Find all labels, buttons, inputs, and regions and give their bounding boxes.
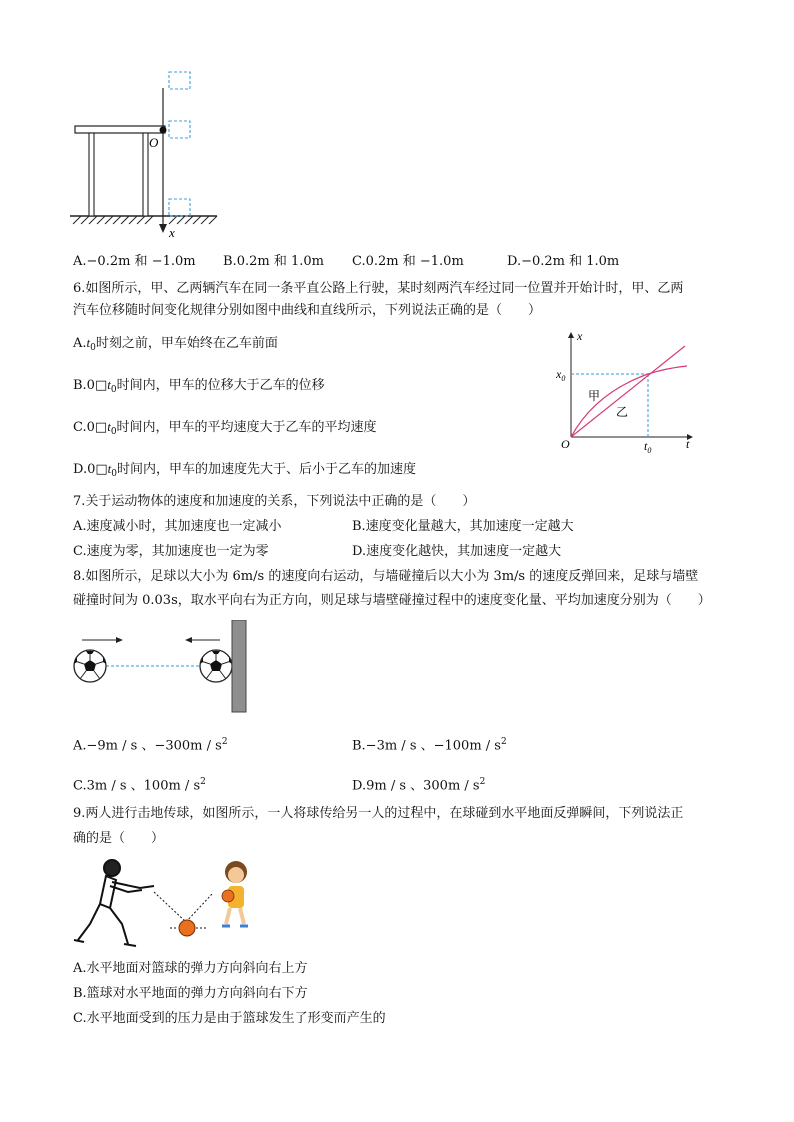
soccer-ball-right bbox=[200, 650, 232, 682]
arrow-right-head bbox=[116, 637, 123, 643]
dashed-box-bottom bbox=[169, 199, 190, 216]
passer-figure bbox=[74, 860, 154, 946]
graph-y-axis-label: x bbox=[577, 329, 583, 343]
dashed-box-top bbox=[169, 72, 190, 89]
q8-option-a[interactable]: A.−9m / s 、$-300m / s^2$ bbox=[73, 737, 228, 754]
arrow-left-head bbox=[185, 637, 192, 643]
q8-option-c[interactable]: C.3m / s 、$100m / s^2$ bbox=[73, 777, 206, 794]
graph-line-label-yi: 乙 bbox=[616, 405, 629, 419]
q8-stem-line1: 8.如图所示，足球以大小为 6m/s 的速度向右运动，与墙碰撞后以大小为 3m/s 的速度反弹回来，足球与墙壁 bbox=[73, 569, 699, 584]
q8-option-b[interactable]: B.−3m / s 、$-100m / s^2$ bbox=[352, 737, 507, 754]
q8-option-d[interactable]: D.9m / s 、$300m / s^2$ bbox=[352, 777, 486, 794]
table-leg-right bbox=[143, 133, 148, 216]
table-top bbox=[75, 126, 165, 133]
graph-t0-label: $t_0$ bbox=[644, 439, 652, 455]
table-leg-left bbox=[89, 133, 94, 216]
wall bbox=[232, 620, 246, 712]
table-axis-figure bbox=[65, 66, 230, 244]
q6-option-b[interactable]: $B.0□t_0$时间内，甲车的位移大于乙车的位移 bbox=[73, 377, 325, 395]
q7-stem: 7.关于运动物体的速度和加速度的关系，下列说法中正确的是（ ） bbox=[73, 494, 476, 509]
q8-soccer-figure bbox=[70, 620, 260, 716]
axis-label-x: x bbox=[169, 225, 175, 240]
q7-option-b[interactable]: B.速度变化量越大，其加速度一定越大 bbox=[352, 519, 574, 534]
q5-option-a[interactable]: A.−0.2m 和 −1.0m bbox=[73, 254, 196, 269]
q8-stem-line2: 碰撞时间为 0.03s，取水平向右为正方向，则足球与墙壁碰撞过程中的速度变化量、平均加速度分别为（ ） bbox=[73, 593, 711, 608]
basketball bbox=[179, 920, 195, 936]
ball-bounce-path bbox=[154, 892, 212, 922]
q5-option-d[interactable]: D.−0.2m 和 1.0m bbox=[507, 254, 620, 269]
graph-x-axis-arrow bbox=[568, 332, 574, 338]
receiver-figure bbox=[222, 861, 248, 926]
q6-xt-graph bbox=[555, 328, 705, 456]
q6-stem-line1: 6.如图所示，甲、乙两辆汽车在同一条平直公路上行驶，某时刻两汽车经过同一位置并开始计时，甲、乙两 bbox=[73, 281, 684, 296]
q9-bounce-pass-figure bbox=[70, 852, 260, 952]
q9-option-c[interactable]: C.水平地面受到的压力是由于篮球发生了形变而产生的 bbox=[73, 1011, 386, 1026]
q6-option-a[interactable]: $A.t_0$时刻之前，甲车始终在乙车前面 bbox=[73, 335, 278, 353]
q5-option-c[interactable]: C.0.2m 和 −1.0m bbox=[352, 254, 464, 269]
ground-hatch bbox=[73, 216, 217, 224]
x-axis-arrow bbox=[159, 224, 167, 233]
graph-x0-label: $x_0$ bbox=[556, 367, 566, 383]
graph-x-axis-label: t bbox=[686, 437, 690, 451]
soccer-ball-left bbox=[74, 650, 106, 682]
q7-option-a[interactable]: A.速度减小时，其加速度也一定减小 bbox=[73, 519, 282, 534]
q6-stem-line2: 汽车位移随时间变化规律分别如图中曲线和直线所示，下列说法正确的是（ ） bbox=[73, 303, 542, 318]
q9-option-b[interactable]: B.篮球对水平地面的弹力方向斜向右下方 bbox=[73, 986, 308, 1001]
dashed-box-middle bbox=[169, 121, 190, 138]
q9-stem-line2: 确的是（ ） bbox=[73, 831, 165, 846]
graph-origin-label: O bbox=[561, 437, 570, 451]
q5-option-b[interactable]: B.0.2m 和 1.0m bbox=[223, 254, 324, 269]
q9-option-a[interactable]: A.水平地面对篮球的弹力方向斜向右上方 bbox=[73, 961, 308, 976]
graph-curve-label-jia: 甲 bbox=[588, 389, 601, 403]
q6-option-d[interactable]: $D.0□t_0$时间内，甲车的加速度先大于、后小于乙车的加速度 bbox=[73, 461, 417, 479]
origin-dot bbox=[160, 127, 167, 134]
q7-option-c[interactable]: C.速度为零，其加速度也一定为零 bbox=[73, 544, 269, 559]
q7-option-d[interactable]: D.速度变化越快，其加速度一定越大 bbox=[352, 544, 562, 559]
q6-option-c[interactable]: $C.0□t_0$时间内，甲车的平均速度大于乙车的平均速度 bbox=[73, 419, 377, 437]
origin-label: O bbox=[149, 135, 159, 150]
q9-stem-line1: 9.两人进行击地传球，如图所示，一人将球传给另一人的过程中，在球碰到水平地面反弹瞬间，下列说法正 bbox=[73, 806, 684, 821]
